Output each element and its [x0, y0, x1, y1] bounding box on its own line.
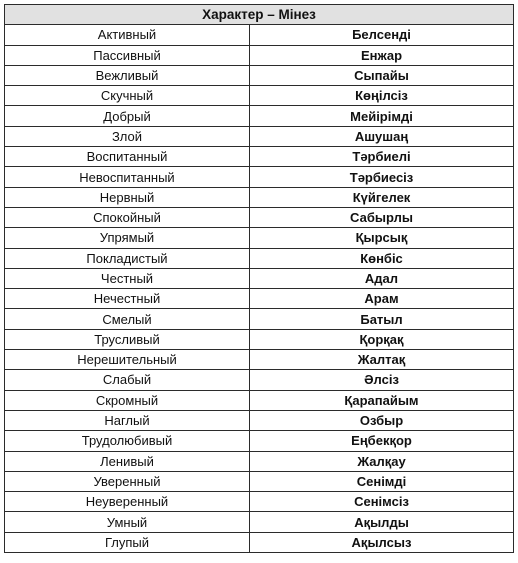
table-row — [5, 65, 514, 85]
table-row — [5, 167, 514, 187]
table-row — [5, 471, 514, 491]
russian-word-cell: Упрямый — [5, 228, 250, 248]
russian-word-cell: Неуверенный — [5, 492, 250, 512]
table-row — [5, 248, 514, 268]
kazakh-word-cell: Тәрбиесіз — [250, 167, 514, 187]
table-row — [5, 431, 514, 451]
table-row — [5, 492, 514, 512]
table-row — [5, 289, 514, 309]
russian-word-cell: Наглый — [5, 410, 250, 430]
russian-word-cell: Воспитанный — [5, 147, 250, 167]
russian-word-cell: Невоспитанный — [5, 167, 250, 187]
table-row — [5, 532, 514, 552]
russian-word-cell: Смелый — [5, 309, 250, 329]
table-row — [5, 390, 514, 410]
table-row — [5, 106, 514, 126]
kazakh-word-cell: Еңбекқор — [250, 431, 514, 451]
russian-word-cell: Нерешительный — [5, 350, 250, 370]
russian-word-cell: Глупый — [5, 532, 250, 552]
table-body — [5, 25, 514, 553]
kazakh-word-cell: Көңілсіз — [250, 86, 514, 106]
table-row — [5, 350, 514, 370]
russian-word-cell: Честный — [5, 268, 250, 288]
table-row — [5, 86, 514, 106]
russian-word-cell: Трудолюбивый — [5, 431, 250, 451]
table-row — [5, 45, 514, 65]
kazakh-word-cell: Сенімсіз — [250, 492, 514, 512]
table-row — [5, 187, 514, 207]
kazakh-word-cell: Адал — [250, 268, 514, 288]
kazakh-word-cell: Жалтақ — [250, 350, 514, 370]
kazakh-word-cell: Қорқақ — [250, 329, 514, 349]
kazakh-word-cell: Мейірімді — [250, 106, 514, 126]
table-row — [5, 147, 514, 167]
russian-word-cell: Ленивый — [5, 451, 250, 471]
table-row — [5, 329, 514, 349]
kazakh-word-cell: Әлсіз — [250, 370, 514, 390]
kazakh-word-cell: Сыпайы — [250, 65, 514, 85]
russian-word-cell: Вежливый — [5, 65, 250, 85]
kazakh-word-cell: Жалқау — [250, 451, 514, 471]
table-row — [5, 410, 514, 430]
russian-word-cell: Злой — [5, 126, 250, 146]
kazakh-word-cell: Сенімді — [250, 471, 514, 491]
russian-word-cell: Спокойный — [5, 207, 250, 227]
kazakh-word-cell: Озбыр — [250, 410, 514, 430]
kazakh-word-cell: Ашушаң — [250, 126, 514, 146]
kazakh-word-cell: Белсенді — [250, 25, 514, 45]
russian-word-cell: Нервный — [5, 187, 250, 207]
russian-word-cell: Покладистый — [5, 248, 250, 268]
kazakh-word-cell: Қырсық — [250, 228, 514, 248]
table-row — [5, 25, 514, 45]
kazakh-word-cell: Тәрбиелі — [250, 147, 514, 167]
russian-word-cell: Слабый — [5, 370, 250, 390]
russian-word-cell: Скучный — [5, 86, 250, 106]
russian-word-cell: Пассивный — [5, 45, 250, 65]
kazakh-word-cell: Арам — [250, 289, 514, 309]
kazakh-word-cell: Көнбіс — [250, 248, 514, 268]
table-row — [5, 309, 514, 329]
table-row — [5, 228, 514, 248]
russian-word-cell: Нечестный — [5, 289, 250, 309]
russian-word-cell: Уверенный — [5, 471, 250, 491]
kazakh-word-cell: Ақылсыз — [250, 532, 514, 552]
kazakh-word-cell: Батыл — [250, 309, 514, 329]
table-header-row — [5, 5, 514, 25]
table-title: Характер – Мінез — [5, 5, 514, 25]
table-row — [5, 512, 514, 532]
russian-word-cell: Скромный — [5, 390, 250, 410]
table-row — [5, 451, 514, 471]
kazakh-word-cell: Ақылды — [250, 512, 514, 532]
table-row — [5, 268, 514, 288]
kazakh-word-cell: Енжар — [250, 45, 514, 65]
table-row — [5, 126, 514, 146]
russian-word-cell: Добрый — [5, 106, 250, 126]
character-vocabulary-table — [4, 4, 514, 553]
russian-word-cell: Активный — [5, 25, 250, 45]
russian-word-cell: Умный — [5, 512, 250, 532]
table-row — [5, 207, 514, 227]
kazakh-word-cell: Қарапайым — [250, 390, 514, 410]
kazakh-word-cell: Сабырлы — [250, 207, 514, 227]
table-row — [5, 370, 514, 390]
kazakh-word-cell: Күйгелек — [250, 187, 514, 207]
russian-word-cell: Трусливый — [5, 329, 250, 349]
